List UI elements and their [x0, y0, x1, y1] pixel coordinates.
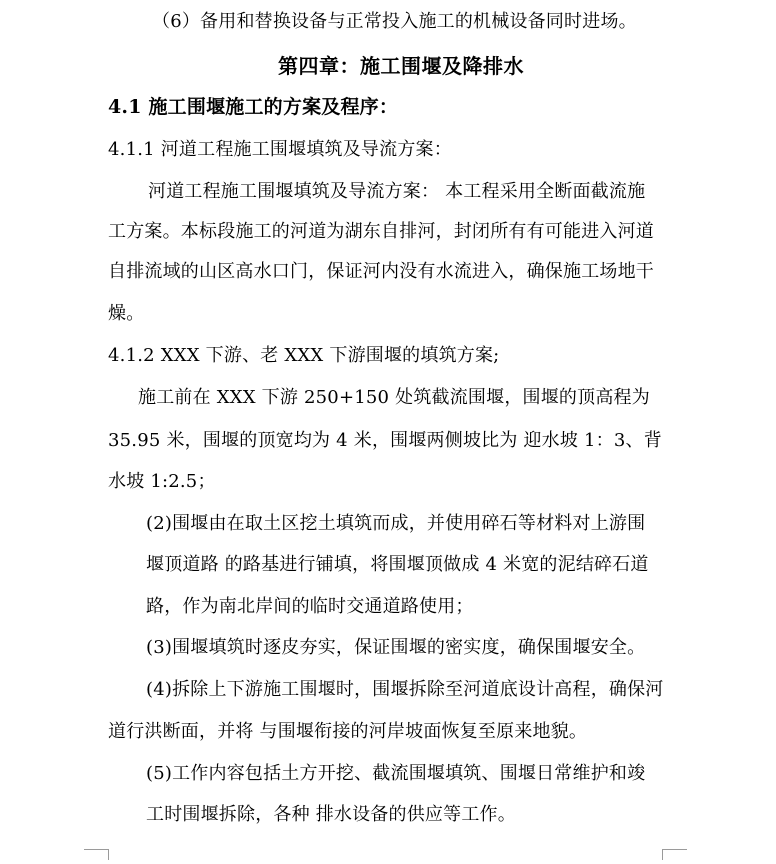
paragraph-line: 河道工程施工围堰填筑及导流方案： 本工程采用全断面截流施 [148, 181, 646, 202]
paragraph-line: 自排流域的山区高水口门，保证河内没有水流进入，确保施工场地干 [108, 261, 654, 282]
paragraph-item-5: (5)工作内容包括土方开挖、截流围堰填筑、围堰日常维护和竣 [146, 763, 646, 784]
paragraph-line: 水坡 1:2.5； [108, 471, 216, 492]
paragraph-line: 路，作为南北岸间的临时交通道路使用； [146, 596, 474, 617]
paragraph-line: 35.95 米，围堰的顶宽均为 4 米，围堰两侧坡比为 迎水坡 1：3、背 [108, 430, 662, 451]
paragraph-line: 燥。 [108, 303, 145, 324]
paragraph-item-4: (4)拆除上下游施工围堰时，围堰拆除至河道底设计高程，确保河 [146, 679, 664, 700]
paragraph-item-3: (3)围堰填筑时逐皮夯实，保证围堰的密实度，确保围堰安全。 [146, 637, 646, 658]
subsection-heading-4-1-1: 4.1.1 河道工程施工围堰填筑及导流方案： [108, 139, 452, 160]
paragraph-item-2: (2)围堰由在取土区挖土填筑而成，并使用碎石等材料对上游围 [146, 513, 646, 534]
paragraph-line: 工时围堰拆除，各种 排水设备的供应等工作。 [146, 804, 516, 825]
paragraph-line: 道行洪断面，并将 与围堰衔接的河岸坡面恢复至原来地貌。 [108, 721, 588, 742]
subsection-heading-4-1-2: 4.1.2 XXX 下游、老 XXX 下游围堰的填筑方案; [108, 345, 500, 366]
page-corner-mark-right [662, 849, 687, 860]
paragraph-item-6: （6）备用和替换设备与正常投入施工的机械设备同时进场。 [152, 11, 637, 32]
page-corner-mark-left [84, 849, 109, 860]
section-heading-4-1: 4.1 施工围堰施工的方案及程序： [108, 96, 399, 118]
paragraph-line: 施工前在 XXX 下游 250+150 处筑截流围堰，围堰的顶高程为 [138, 387, 650, 408]
paragraph-line: 堰顶道路 的路基进行铺填，将围堰顶做成 4 米宽的泥结碎石道 [146, 554, 649, 575]
chapter-title: 第四章：施工围堰及降排水 [278, 54, 524, 78]
paragraph-line: 工方案。本标段施工的河道为湖东自排河，封闭所有有可能进入河道 [108, 221, 654, 242]
